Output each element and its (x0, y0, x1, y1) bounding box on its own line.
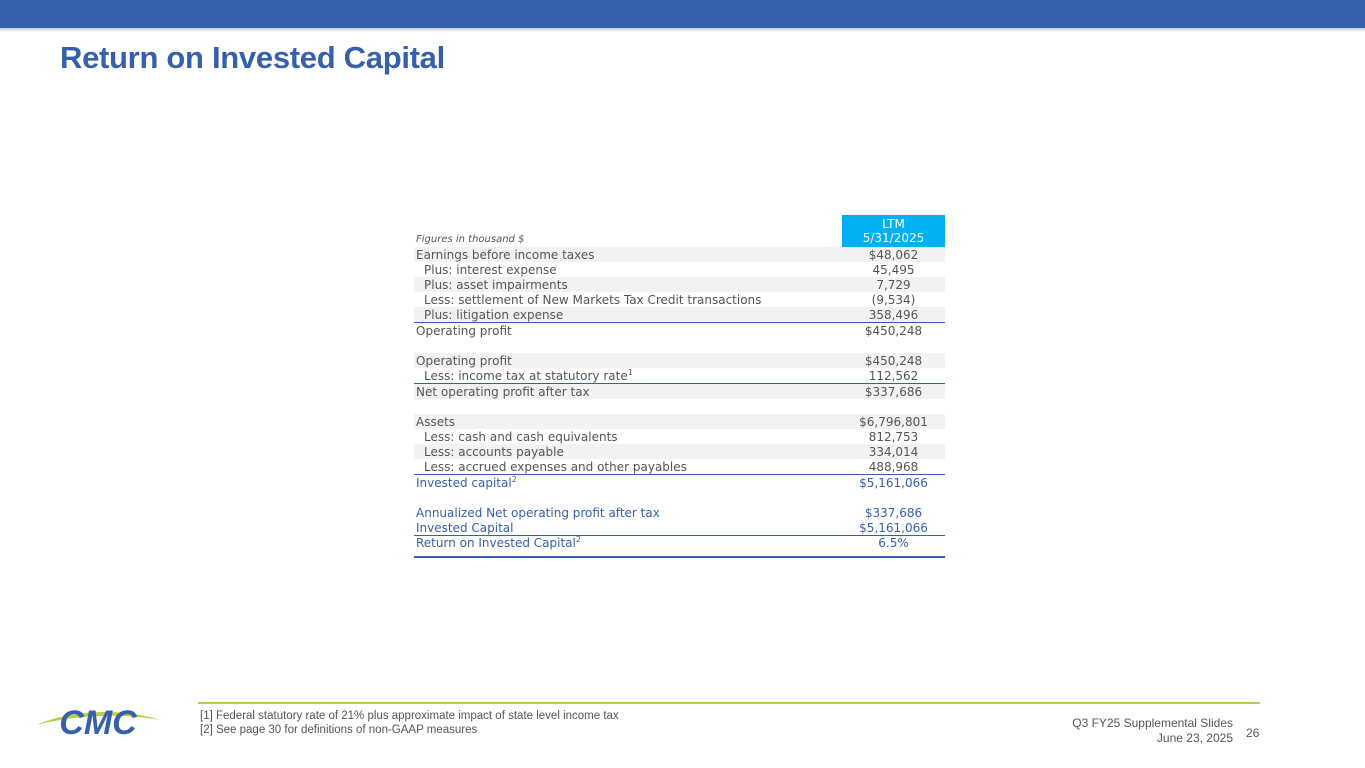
table-row (414, 384, 945, 400)
footer-divider (198, 702, 1260, 704)
table-row (414, 520, 945, 536)
row-label-text: Less: income tax at statutory rate (424, 368, 628, 383)
row-label: Plus: litigation expense (414, 307, 842, 323)
row-value: $5,161,066 (842, 520, 945, 536)
row-label: Less: settlement of New Markets Tax Credit transactions (424, 292, 762, 307)
table-row (414, 368, 945, 384)
spacer-row (414, 338, 945, 353)
page-title: Return on Invested Capital (60, 40, 445, 75)
row-label: Operating profit (414, 353, 842, 368)
deck-title: Q3 FY25 Supplemental Slides (1072, 716, 1233, 730)
table-row (414, 475, 945, 491)
row-label: Invested Capital (414, 520, 842, 536)
top-banner (0, 0, 1365, 28)
page-number: 26 (1246, 726, 1260, 740)
row-value: 7,729 (842, 277, 945, 292)
units-note: Figures in thousand $ (416, 234, 525, 245)
cmc-logo (36, 698, 160, 740)
row-value: $337,686 (864, 505, 923, 520)
roic-table (414, 215, 945, 558)
row-label (414, 536, 842, 558)
row-label: Less: accounts payable (414, 444, 842, 459)
footer-deck-info (1072, 716, 1233, 746)
ltm-date: 5/31/2025 (862, 231, 925, 245)
table-row (414, 292, 945, 307)
ltm-label: LTM (882, 217, 905, 231)
footnotes (200, 709, 619, 737)
row-value: 6.5% (842, 536, 945, 558)
footnote-marker: 1 (627, 367, 633, 377)
spacer-row (414, 399, 945, 414)
deck-date: June 23, 2025 (1156, 731, 1233, 745)
banner-shadow (0, 28, 1365, 32)
row-value: $450,248 (864, 323, 923, 338)
row-value: 334,014 (842, 444, 945, 459)
row-value: $450,248 (842, 353, 945, 368)
footnote-marker: 2 (511, 474, 517, 484)
row-value: $337,686 (842, 384, 945, 400)
row-value: 812,753 (868, 429, 919, 444)
row-value: 358,496 (842, 307, 945, 323)
row-label-text: Return on Invested Capital (416, 536, 576, 550)
table-row (414, 353, 945, 368)
table-row (414, 444, 945, 459)
ltm-column-header (842, 215, 945, 247)
row-label: Plus: asset impairments (414, 277, 842, 292)
footnote-1: [1] Federal statutory rate of 21% plus approximate impact of state level income tax (200, 710, 619, 722)
footnote-marker: 2 (575, 535, 581, 544)
table-row (414, 505, 945, 520)
row-label: Assets (414, 414, 842, 429)
table-row (414, 262, 945, 277)
table-row (414, 536, 945, 558)
table-row (414, 429, 945, 444)
row-label (414, 368, 842, 384)
row-label-text: Invested capital (416, 475, 512, 490)
table-row (414, 323, 945, 339)
logo-text: CMC (59, 704, 137, 740)
row-label: Net operating profit after tax (414, 384, 842, 400)
row-label (414, 475, 842, 491)
table-row (414, 307, 945, 323)
row-label: Plus: interest expense (424, 262, 557, 277)
table-header-row (414, 215, 945, 247)
row-value: (9,534) (871, 292, 916, 307)
footnote-2: [2] See page 30 for definitions of non-GAAP measures (200, 724, 478, 736)
row-value: 45,495 (872, 262, 915, 277)
row-value: $6,796,801 (842, 414, 945, 429)
table-row (414, 277, 945, 292)
row-label: Less: accrued expenses and other payables (414, 459, 842, 475)
row-value: $48,062 (842, 247, 945, 262)
table-row (414, 247, 945, 262)
row-label: Operating profit (416, 323, 512, 338)
table-row (414, 459, 945, 475)
row-label: Less: cash and cash equivalents (424, 429, 618, 444)
table-row (414, 414, 945, 429)
row-value: 112,562 (842, 368, 945, 384)
row-label: Earnings before income taxes (414, 247, 842, 262)
row-value: 488,968 (842, 459, 945, 475)
spacer-row (414, 490, 945, 505)
row-label: Annualized Net operating profit after tax (416, 505, 660, 520)
row-value: $5,161,066 (859, 475, 928, 490)
